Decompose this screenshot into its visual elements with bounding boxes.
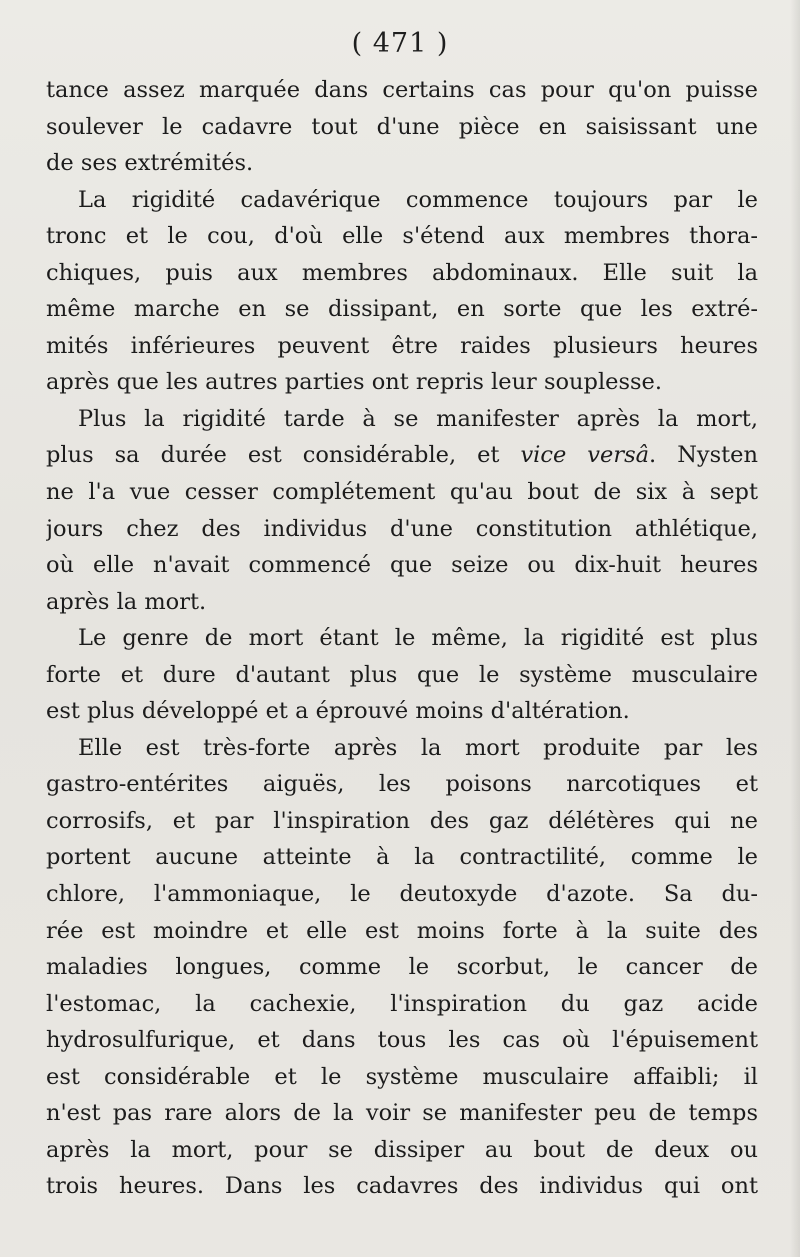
text-line: portent aucune atteinte à la contractilité, comme le: [46, 844, 758, 871]
text-line: soulever le cadavre tout d'une pièce en saisissant une: [46, 113, 758, 140]
text-line: plus sa durée est considérable, et vice versâ. Nysten: [46, 442, 758, 469]
text-line: ne l'a vue cesser complétement qu'au bout de six à sept: [46, 479, 758, 506]
text-line: Le genre de mort étant le même, la rigidité est plus: [78, 625, 758, 652]
text-line: maladies longues, comme le scorbut, le cancer de: [46, 954, 758, 981]
text-line: tance assez marquée dans certains cas pour qu'on puisse: [46, 77, 758, 103]
text-line: trois heures. Dans les cadavres des individus qui ont: [46, 1173, 758, 1200]
text-line: n'est pas rare alors de la voir se manifester peu de temps: [46, 1100, 758, 1127]
text-line: La rigidité cadavérique commence toujours par le: [78, 186, 758, 213]
text-line: mités inférieures peuvent être raides plusieurs heures: [46, 332, 758, 359]
text-line: après que les autres parties ont repris leur souplesse.: [46, 369, 663, 396]
text-line: chlore, l'ammoniaque, le deutoxyde d'azote. Sa du-: [46, 881, 758, 908]
italic-phrase: vice versâ: [520, 442, 650, 469]
text-line: est considérable et le système musculaire affaibli; il: [46, 1063, 758, 1090]
text-line: forte et dure d'autant plus que le système musculaire: [46, 661, 758, 688]
text-line: gastro-entérites aiguës, les poisons narcotiques et: [46, 771, 758, 798]
text-line: jours chez des individus d'une constitution athlétique,: [46, 515, 758, 542]
text-line: tronc et le cou, d'où elle s'étend aux membres thora-: [46, 223, 758, 250]
text-line: où elle n'avait commencé que seize ou dix-huit heures: [46, 552, 758, 579]
text-line: chiques, puis aux membres abdominaux. Elle suit la: [46, 259, 758, 286]
page-number: ( 471 ): [351, 28, 449, 59]
text-line: hydrosulfurique, et dans tous les cas où l'épuisement: [46, 1027, 758, 1054]
page-edge-shadow: [790, 0, 800, 1257]
text-line: Plus la rigidité tarde à se manifester après la mort,: [78, 405, 758, 432]
text-line: Elle est très-forte après la mort produite par les: [78, 734, 758, 761]
text-line: après la mort.: [46, 588, 207, 615]
text-line: de ses extrémités.: [46, 150, 254, 177]
text-line: après la mort, pour se dissiper au bout de deux ou: [46, 1136, 758, 1163]
text-line: corrosifs, et par l'inspiration des gaz délétères qui ne: [46, 807, 758, 834]
body-text: [46, 72, 758, 1205]
text-line: l'estomac, la cachexie, l'inspiration du gaz acide: [46, 990, 758, 1017]
text-line: même marche en se dissipant, en sorte que les extré-: [46, 296, 758, 323]
text-line: est plus développé et a éprouvé moins d'altération.: [46, 698, 630, 725]
text-line: rée est moindre et elle est moins forte à la suite des: [46, 917, 758, 944]
